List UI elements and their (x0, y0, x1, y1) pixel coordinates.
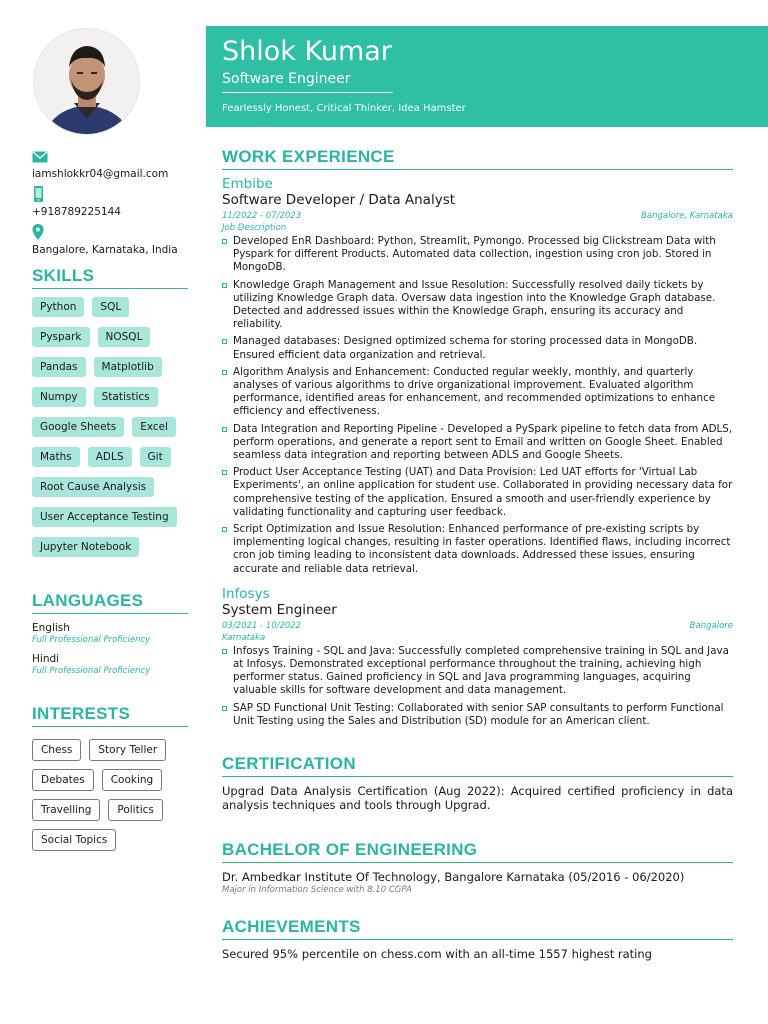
location-text: Bangalore, Karnataka, India (32, 244, 178, 256)
avatar-photo (34, 29, 140, 135)
bullet-text: Knowledge Graph Management and Issue Resolution: Successfully resolved daily tickets by utilizing Knowledge Graph data. Oversaw data ingestion into the Knowledge Graph database. Detected and addressed issues within the Knowledge Graph, ensuring its accuracy and reliability. (233, 278, 716, 331)
job-embibe (222, 176, 733, 576)
job-meta (222, 211, 733, 221)
job-position: Software Developer / Data Analyst (222, 192, 456, 208)
bullet-item (222, 366, 733, 419)
email-text[interactable]: iamshlokkr04@gmail.com (32, 168, 169, 180)
bullet-item (222, 423, 733, 463)
phone-text[interactable]: +918789225144 (32, 206, 121, 218)
education-heading: BACHELOR OF ENGINEERING (222, 840, 733, 863)
skill-chip: Excel (132, 417, 176, 437)
work-heading: WORK EXPERIENCE (222, 147, 733, 170)
certification-text: Upgrad Data Analysis Certification (Aug 2022): Acquired certified proficiency in data analysis techniques and tools through Upgrad. (222, 784, 733, 813)
job-dates: 03/2021 - 10/2022 (222, 620, 302, 631)
interest-chip: Social Topics (32, 829, 116, 851)
job-description-label: Karnataka (222, 632, 266, 643)
skills-list (32, 297, 188, 557)
interest-chip: Chess (32, 739, 81, 761)
interests-list (32, 739, 188, 851)
bullet-item (222, 466, 733, 519)
skill-chip: Matplotlib (94, 357, 162, 377)
job-bullets (222, 645, 733, 728)
right-column (222, 147, 733, 961)
skill-chip: Root Cause Analysis (32, 477, 154, 497)
achievements-text: Secured 95% percentile on chess.com with an all-time 1557 highest rating (222, 947, 652, 962)
skills-heading: SKILLS (32, 266, 188, 289)
avatar (33, 28, 140, 135)
interest-chip: Politics (108, 799, 163, 821)
skill-chip: Python (32, 297, 84, 317)
interests-heading: INTERESTS (32, 704, 188, 727)
skill-chip: User Acceptance Testing (32, 507, 177, 527)
interest-chip: Story Teller (89, 739, 166, 761)
job-dates: 11/2022 - 07/2023 (222, 211, 302, 221)
bullet-square-icon (222, 370, 227, 375)
language-item (32, 622, 188, 645)
left-column (32, 148, 188, 851)
tagline: Fearlessly Honest, Critical Thinker, Idea Hamster (222, 103, 466, 114)
bullet-item (222, 645, 733, 698)
language-name: English (32, 622, 70, 634)
skill-chip: Statistics (94, 387, 158, 407)
job-meta (222, 621, 733, 631)
bullet-square-icon (222, 339, 227, 344)
bullet-square-icon (222, 283, 227, 288)
job-infosys (222, 586, 733, 728)
education-major: Major in Information Science with 8.10 CGPA (222, 885, 412, 896)
skill-chip: Pandas (32, 357, 86, 377)
skill-chip: Git (140, 447, 171, 467)
skill-chip: Maths (32, 447, 80, 467)
language-level: Full Professional Proficiency (32, 666, 151, 676)
bullet-square-icon (222, 706, 227, 711)
bullet-text: Developed EnR Dashboard: Python, Streamlit, Pymongo. Processed big Clickstream Data with Pyspark for different Products. Automated data collection, ingestion using cron job. Stored in MongoDB. (233, 235, 716, 274)
skill-chip: ADLS (88, 447, 132, 467)
language-level: Full Professional Proficiency (32, 635, 151, 645)
bullet-square-icon (222, 649, 227, 654)
skill-chip: Numpy (32, 387, 86, 407)
bullet-text: Data Integration and Reporting Pipeline - Developed a PySpark pipeline to fetch data from ADLS, perform operations, and generate a report sent to Email and written on Google Sheet. Enabled seamless data integration and reporting between ADLS and Google Sheets. (233, 422, 733, 462)
language-item (32, 653, 188, 676)
bullet-square-icon (222, 527, 227, 532)
bullet-text: Managed databases: Designed optimized schema for storing processed data in MongoDB. Ensured efficient data organization and retrieval. (233, 335, 698, 361)
achievements-heading: ACHIEVEMENTS (222, 917, 733, 940)
interest-chip: Cooking (102, 769, 163, 791)
skill-chip: NOSQL (98, 327, 151, 347)
languages-heading: LANGUAGES (32, 591, 188, 614)
bullet-text: Product User Acceptance Testing (UAT) and Data Provision: Led UAT efforts for 'Virtual Lab Experiments', an online application for student use. Collaborated in providing necessary data for comprehensive testing of the application. Ensured a smooth and user-friendly experience by validating functionality and capturing user feedback. (233, 466, 733, 518)
bullet-text: Script Optimization and Issue Resolution: Enhanced performance of pre-existing scripts by implementing logical changes, resulting in faster operations. Identified flaws, including incorrect cron job timing leading to inconsistent data downloads. Addressed these issues, ensuring accurate and reliable data retrieval. (233, 523, 731, 575)
phone-icon (32, 186, 188, 202)
bullet-item (222, 523, 733, 576)
interest-chip: Debates (32, 769, 94, 791)
education-text: Dr. Ambedkar Institute Of Technology, Bangalore Karnataka (05/2016 - 06/2020) (222, 870, 685, 885)
bullet-text: Infosys Training - SQL and Java: Successfully completed comprehensive training in SQL and Java at Infosys. Demonstrated exceptional performance throughout the training, achieving high performer status. Gained proficiency in SQL and Java programming languages, acquiring valuable skills for software development and data management. (233, 644, 729, 697)
job-description-label: Job Description (222, 223, 287, 233)
bullet-square-icon (222, 239, 227, 244)
bullet-square-icon (222, 470, 227, 475)
email-icon (32, 148, 188, 164)
job-location: Bangalore, Karnataka (641, 211, 733, 221)
header-band (206, 26, 768, 127)
job-bullets (222, 235, 733, 576)
bullet-item (222, 279, 733, 332)
bullet-item (222, 235, 733, 275)
bullet-text: SAP SD Functional Unit Testing: Collaborated with senior SAP consultants to perform Functional Unit Testing using the Sales and Distribution (SD) module for an American client. (233, 701, 724, 727)
company-name: Embibe (222, 176, 273, 192)
role: Software Engineer (222, 70, 393, 93)
skill-chip: Google Sheets (32, 417, 124, 437)
bullet-item (222, 702, 733, 728)
name: Shlok Kumar (222, 36, 392, 67)
certification-heading: CERTIFICATION (222, 754, 733, 777)
bullet-square-icon (222, 427, 227, 432)
job-location: Bangalore (689, 620, 733, 631)
company-name: Infosys (222, 585, 270, 602)
interest-chip: Travelling (32, 799, 100, 821)
skill-chip: Pyspark (32, 327, 90, 347)
location-icon (32, 224, 188, 240)
skill-chip: SQL (92, 297, 129, 317)
skill-chip: Jupyter Notebook (32, 537, 139, 557)
bullet-item (222, 335, 733, 361)
bullet-text: Algorithm Analysis and Enhancement: Conducted regular weekly, monthly, and quarterly analyses of various algorithms to drive organizational improvement. Evaluated algorithm performance, identified areas for enhancement, and recommended optimizations to enhance efficiency and effectiveness. (233, 365, 716, 418)
job-position: System Engineer (222, 601, 337, 618)
language-name: Hindi (32, 653, 60, 665)
